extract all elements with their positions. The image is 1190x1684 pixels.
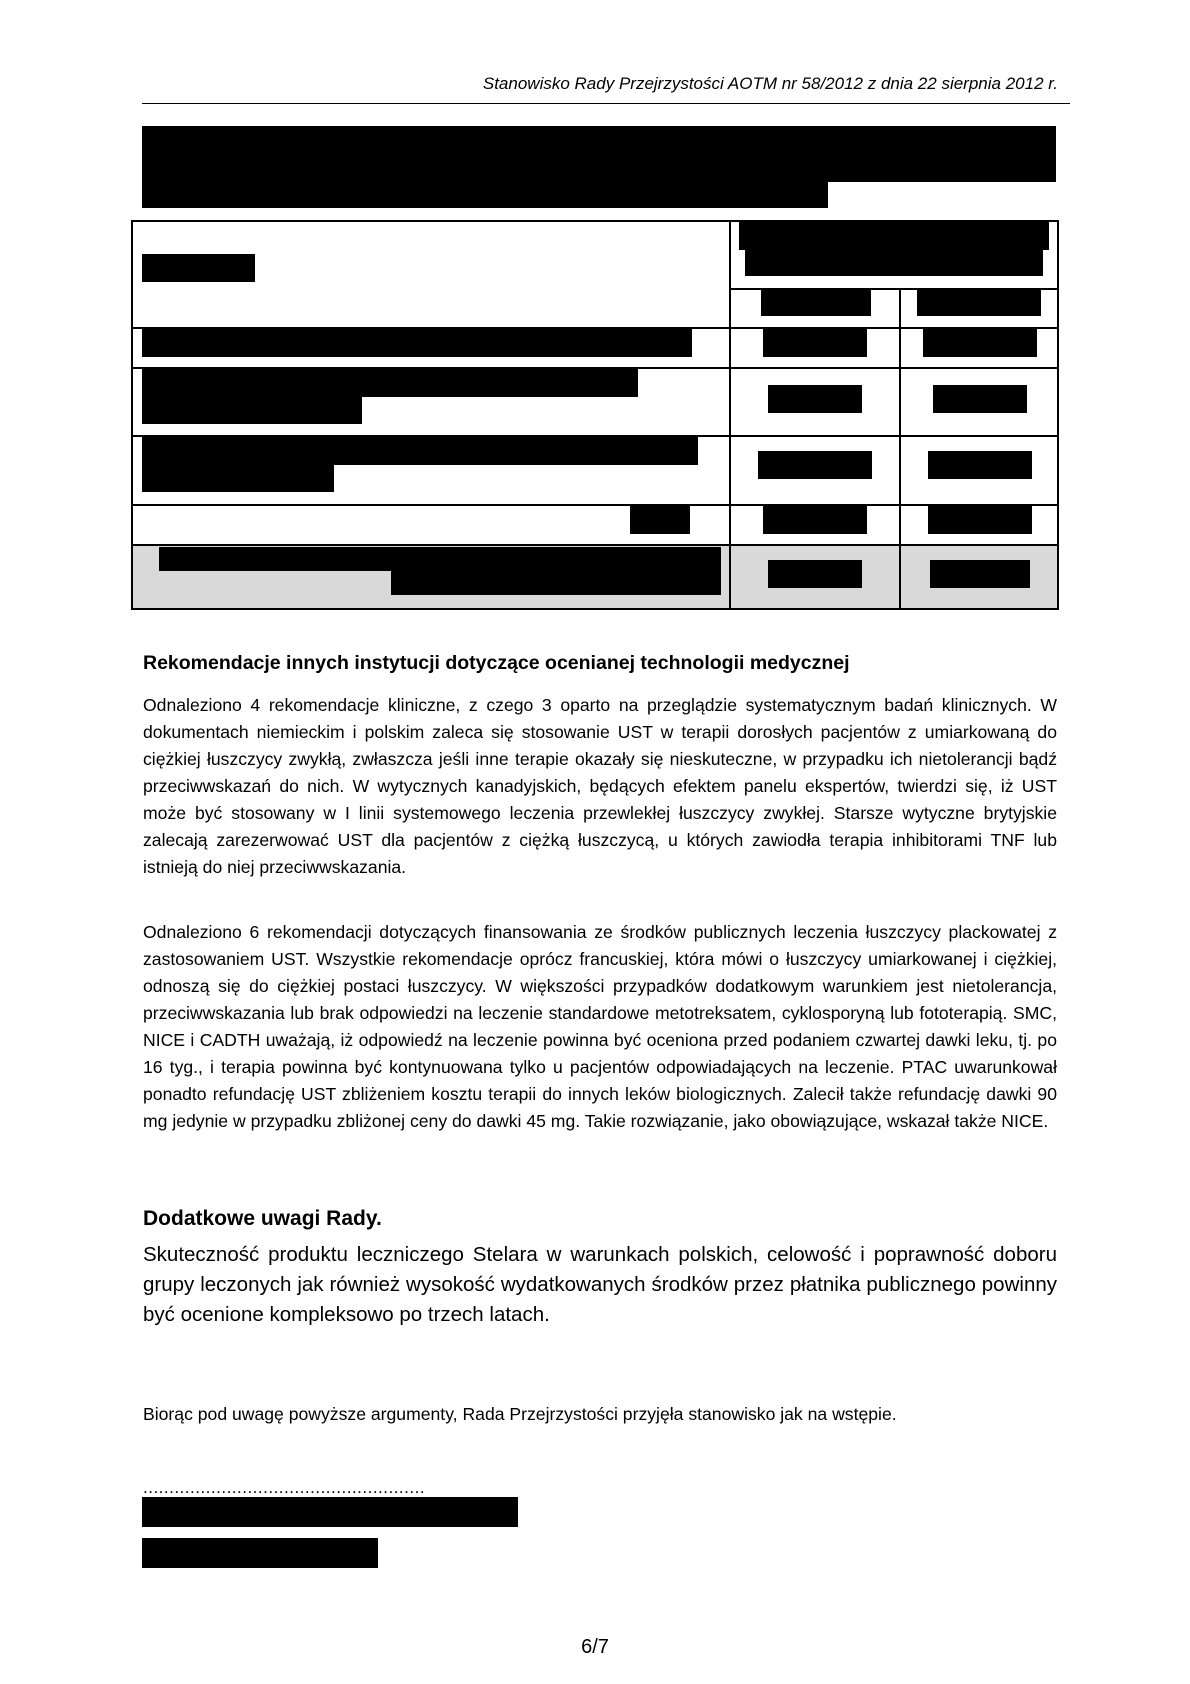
redacted-title-line-2 bbox=[142, 180, 828, 208]
page-number: 6/7 bbox=[581, 1636, 609, 1658]
recommendations-paragraph-clinical: Odnaleziono 4 rekomendacje kliniczne, z czego 3 oparto na przeglądzie systematycznym badań klinicznych. W dokumentach niemieckim i polskim zaleca się stosowanie UST w terapii dorosłych pacjentów z umiarkowaną do ciężkiej łuszczycy zwykłą, zwłaszcza jeśli inne terapie okazały się nieskuteczne, w przypadku ich nietolerancji bądź przeciwwskazań do nich. W wytycznych kanadyjskich, będących efektem panelu ekspertów, twierdzi się, iż UST może być stosowany w I linii systemowego leczenia przewlekłej łuszczycy zwykłej. Starsze wytyczne brytyjskie zalecają zarezerwować UST dla pacjentów z ciężką łuszczycą, u których zawiodła terapia inhibitorami TNF lub istnieją do niej przeciwwskazania. bbox=[143, 695, 1057, 877]
redacted-cell bbox=[142, 464, 334, 492]
redacted-cell bbox=[763, 506, 867, 534]
redacted-table bbox=[131, 220, 1059, 610]
table-rule bbox=[729, 222, 731, 608]
redacted-cell bbox=[745, 248, 1043, 276]
header-title: Stanowisko Rady Przejrzystości AOTM nr 58/2012 z dnia 22 sierpnia 2012 r. bbox=[482, 74, 1058, 93]
redacted-cell bbox=[159, 547, 721, 571]
redacted-cell bbox=[917, 290, 1041, 316]
redacted-cell bbox=[930, 560, 1030, 588]
redacted-title-line-1 bbox=[142, 126, 1056, 182]
redacted-cell bbox=[142, 396, 362, 424]
redacted-signature-name bbox=[142, 1497, 518, 1527]
recommendations-paragraph-funding: Odnaleziono 6 rekomendacji dotyczących finansowania ze środków publicznych leczenia łuszczycy plackowatej z zastosowaniem UST. Wszystkie rekomendacje oprócz francuskiej, która mówi o łuszczycy umiarkowanej i ciężkiej, odnoszą się do ciężkiej postaci łuszczycy. W większości przypadków dodatkowym warunkiem jest nietolerancja, przeciwwskazania lub brak odpowiedzi na leczenie standardowe metotreksatem, cyklosporyną lub fototerapią. SMC, NICE i CADTH uważają, iż odpowiedź na leczenie powinna być oceniona przed podaniem czwartej dawki leku, tj. po 16 tyg., i terapia powinna być kontynuowana tylko u pacjentów odpowiadających na leczenie. PTAC uwarunkował ponadto refundację UST zbliżeniem kosztu terapii do innych leków biologicznych. Zalecił także refundację dawki 90 mg jedynie w przypadku zbliżonej ceny do dawki 45 mg. Takie rozwiązanie, jako obowiązujące, wskazał także NICE. bbox=[143, 922, 1057, 1131]
table-rule bbox=[133, 504, 1057, 506]
redacted-cell bbox=[768, 385, 862, 413]
section-title-recommendations: Rekomendacje innych instytucji dotyczące ocenianej technologii medycznej bbox=[143, 652, 850, 674]
additional-remarks-paragraph: Skuteczność produktu leczniczego Stelara w warunkach polskich, celowość i poprawność doboru grupy leczonych jak również wysokość wydatkowanych środków przez płatnika publicznego powinny być ocenione kompleksowo po trzech latach. bbox=[143, 1243, 1057, 1326]
redacted-cell bbox=[928, 451, 1032, 479]
redacted-cell bbox=[758, 451, 872, 479]
redacted-cell bbox=[391, 569, 721, 595]
redacted-cell bbox=[630, 506, 690, 534]
redacted-cell bbox=[933, 385, 1027, 413]
signature-dots: ...................................................... bbox=[143, 1478, 426, 1497]
redacted-cell bbox=[761, 290, 871, 316]
page-header bbox=[142, 72, 1070, 104]
conclusion-text: Biorąc pod uwagę powyższe argumenty, Rada Przejrzystości przyjęła stanowisko jak na wstępie. bbox=[143, 1404, 897, 1424]
redacted-cell bbox=[142, 369, 638, 397]
redacted-cell bbox=[142, 437, 698, 465]
table-rule bbox=[133, 544, 1057, 546]
table-rule bbox=[899, 288, 901, 608]
section-title-additional-remarks: Dodatkowe uwagi Rady. bbox=[143, 1207, 382, 1230]
redacted-cell bbox=[923, 329, 1037, 357]
redacted-cell bbox=[739, 222, 1049, 250]
redacted-cell bbox=[928, 506, 1032, 534]
redacted-cell bbox=[142, 254, 255, 282]
redacted-signature-role bbox=[142, 1538, 378, 1568]
redacted-cell bbox=[763, 329, 867, 357]
redacted-cell bbox=[142, 329, 692, 357]
redacted-cell bbox=[768, 560, 862, 588]
